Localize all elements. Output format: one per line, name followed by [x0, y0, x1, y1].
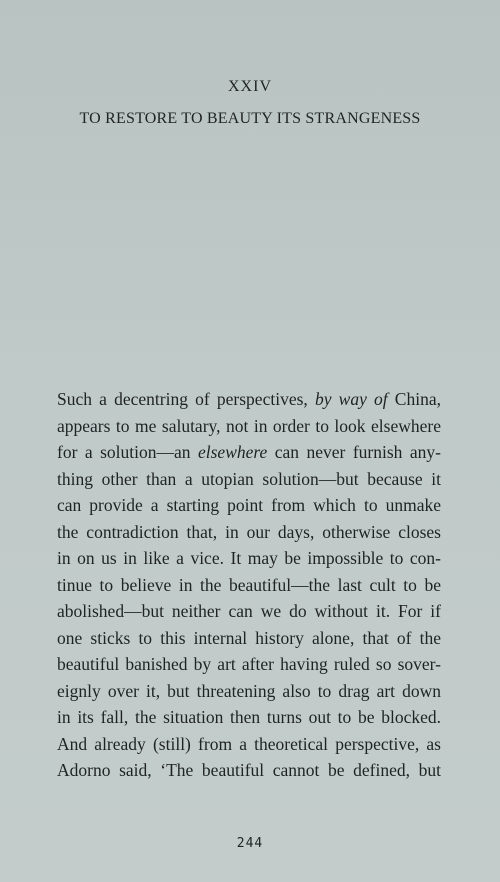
text-line: beautiful banished by art after having ruled so sover- — [57, 654, 441, 674]
text-line: abolished—but neither can we do without it. For if — [57, 601, 441, 621]
chapter-title: TO RESTORE TO BEAUTY ITS STRANGENESS — [79, 110, 421, 127]
text-line: Such a decentring of perspectives, by way of China, — [57, 389, 441, 409]
text-line: for a solution—an elsewhere can never furnish any- — [57, 442, 441, 462]
body-text — [57, 386, 441, 784]
text-line: in its fall, the situation then turns out to be blocked. — [57, 707, 441, 727]
chapter-number: XXIV — [228, 78, 272, 95]
text-line: appears to me salutary, not in order to look elsewhere — [57, 415, 441, 436]
text-line: thing other than a utopian solution—but because it — [57, 468, 441, 489]
page-number: 244 — [236, 836, 264, 851]
text-line: one sticks to this internal history alone, that of the — [57, 627, 441, 648]
text-line: can provide a starting point from which to unmake — [57, 495, 441, 515]
text-line: the contradiction that, in our days, otherwise closes — [57, 521, 441, 542]
text-line: tinue to believe in the beautiful—the last cult to be — [57, 574, 441, 595]
text-line: Adorno said, ‘The beautiful cannot be defined, but — [57, 760, 441, 780]
text-line: in on us in like a vice. It may be impossible to con- — [57, 548, 441, 568]
text-line: eignly over it, but threatening also to drag art down — [57, 680, 441, 701]
text-line: And already (still) from a theoretical perspective, as — [57, 733, 441, 754]
